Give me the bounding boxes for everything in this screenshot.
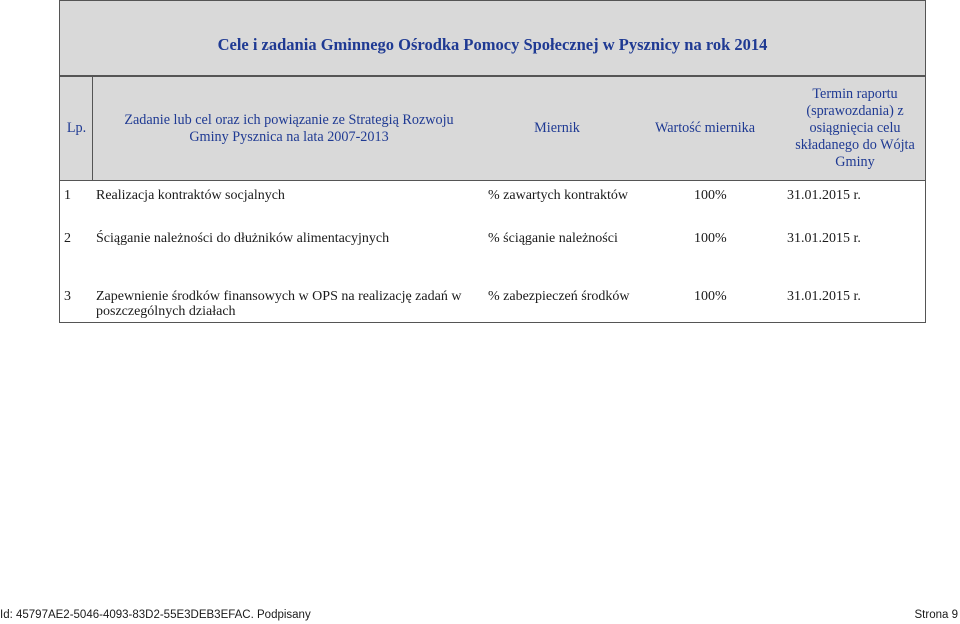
table-header (59, 76, 926, 181)
row-zadanie: Zapewnienie środków finansowych w OPS na realizację zadań w (96, 289, 462, 304)
row-lp: 2 (64, 231, 71, 246)
row-lp: 3 (64, 289, 71, 304)
row-termin: 31.01.2015 r. (787, 188, 861, 203)
table-border-bottom (59, 322, 926, 323)
header-wartosc: Wartość miernika (654, 120, 756, 136)
row-termin: 31.01.2015 r. (787, 289, 861, 304)
row-wartosc: 100% (694, 188, 727, 203)
row-miernik: % zawartych kontraktów (488, 188, 628, 203)
table-border-right (925, 181, 926, 323)
row-lp: 1 (64, 188, 71, 203)
header-lp: Lp. (66, 120, 87, 136)
row-termin: 31.01.2015 r. (787, 231, 861, 246)
row-zadanie: Ściąganie należności do dłużników alimentacyjnych (96, 231, 390, 246)
row-zadanie-line2: poszczególnych działach (96, 304, 236, 319)
footer-id: Id: 45797AE2-5046-4093-83D2-55E3DEB3EFAC. Podpisany (0, 609, 311, 621)
row-wartosc: 100% (694, 289, 727, 304)
table-border-left (59, 181, 60, 323)
header-termin: Termin raportu (sprawozdania) z osiągnięcia celu składanego do Wójta Gminy (795, 86, 915, 170)
row-miernik: % ściąganie należności (488, 231, 618, 246)
row-zadanie: Realizacja kontraktów socjalnych (96, 188, 285, 203)
row-wartosc: 100% (694, 231, 727, 246)
header-divider (92, 76, 93, 181)
header-zadanie: Zadanie lub cel oraz ich powiązanie ze Strategią Rozwoju Gminy Pysznica na lata 2007-2013 (124, 111, 454, 145)
title-box (59, 0, 926, 76)
row-miernik: % zabezpieczeń środków (488, 289, 630, 304)
document-title: Cele i zadania Gminnego Ośrodka Pomocy Społecznej w Pysznicy na rok 2014 (217, 35, 768, 54)
footer-page-number: Strona 9 (914, 609, 958, 621)
header-miernik: Miernik (534, 120, 580, 136)
